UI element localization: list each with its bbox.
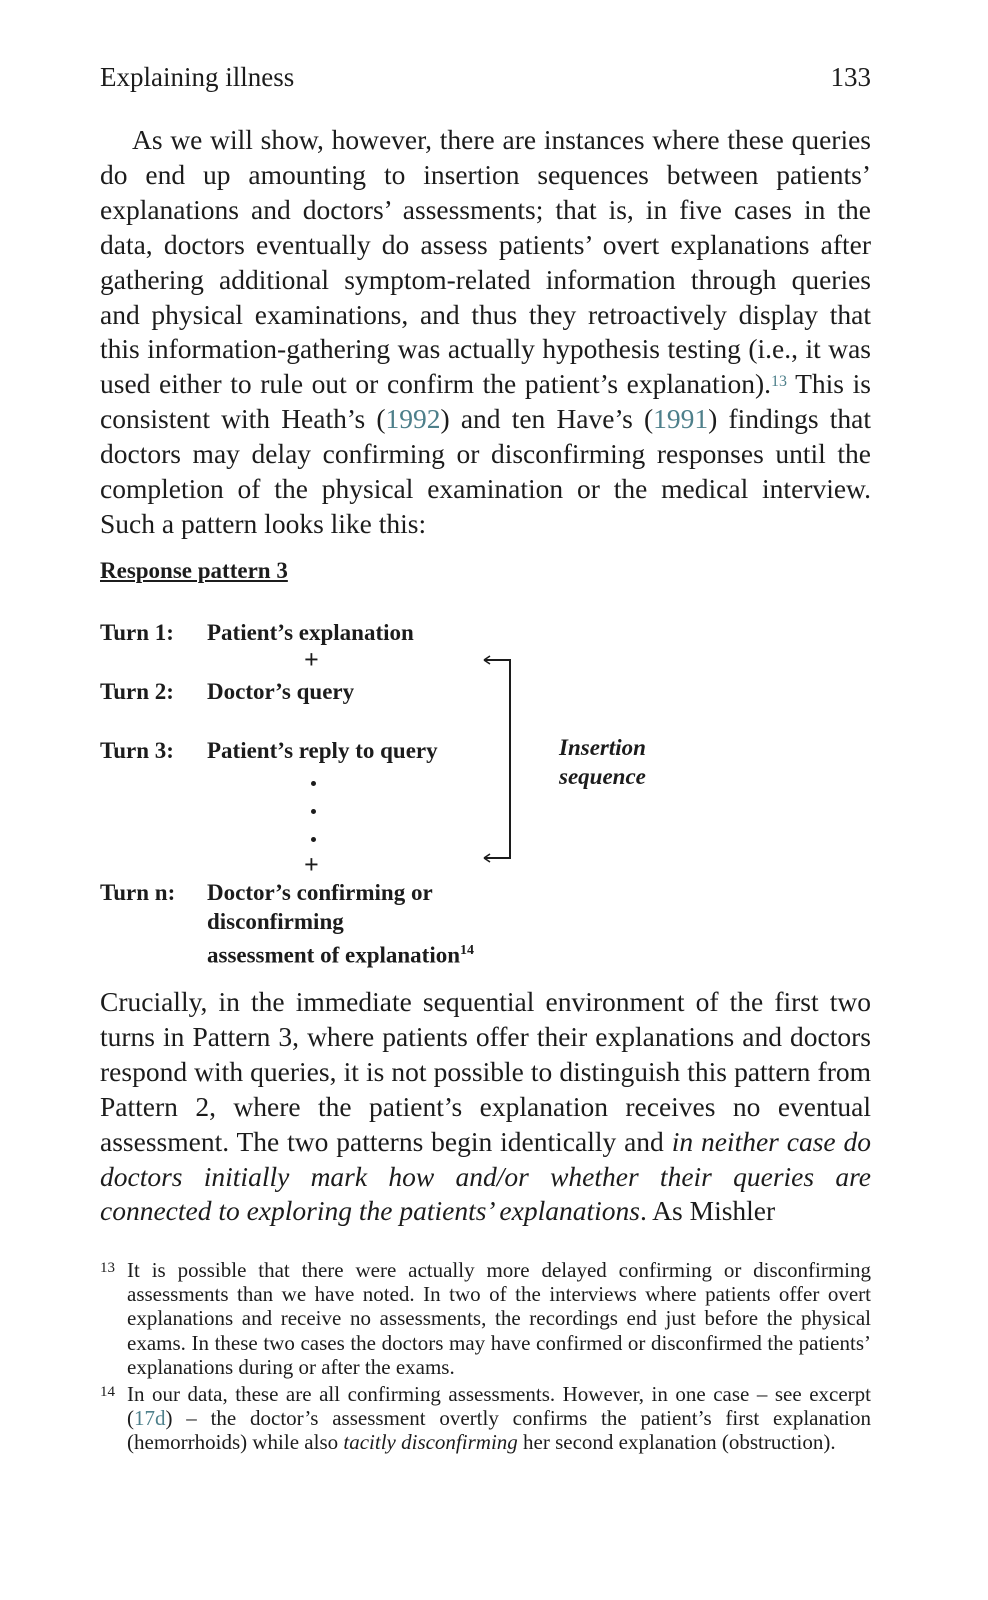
paragraph-1-text-c: ) and ten Have’s ( — [440, 403, 654, 435]
footnote-14-number: 14 — [100, 1384, 115, 1401]
footnote-13-number: 13 — [100, 1260, 115, 1276]
turn-3-text: Patient’s reply to query — [207, 738, 438, 763]
footnote-14-text-c: her second explanation (obstruction). — [517, 1430, 836, 1455]
running-header — [100, 62, 871, 96]
paragraph-1-text-b: This is consistent with Heath’s ( — [100, 368, 871, 435]
footnote-14-ref: 14 — [460, 943, 475, 958]
footnote-13-link[interactable]: 13 — [770, 373, 787, 391]
ellipsis-dot-1 — [311, 781, 316, 786]
footnote-13 — [100, 1258, 871, 1379]
turn-1-label: Turn 1: — [100, 620, 174, 645]
plus-symbol-2: + — [304, 850, 319, 879]
ellipsis-dot-3 — [311, 837, 316, 842]
citation-heath-1992[interactable]: 1992 — [385, 403, 441, 435]
paragraph-2 — [100, 985, 871, 1229]
turn-n-text — [207, 878, 474, 970]
insertion-label-line-1: Insertion — [559, 735, 646, 760]
turn-3-label: Turn 3: — [100, 738, 174, 763]
turn-n-line-3 — [207, 936, 474, 970]
paragraph-2-emphasis: in neither case do doctors initially mark how and/or whether their queries are connected to exploring the patients’ explanations — [100, 1125, 871, 1227]
paragraph-2-text-b: . As Mishler — [639, 1195, 776, 1227]
turn-n-line-3-text: assessment of explanation — [207, 942, 461, 968]
insertion-sequence-label — [559, 733, 646, 791]
turn-2-label: Turn 2: — [100, 679, 174, 704]
footnote-14-text-a: In our data, these are all confirming assessments. However, in one case – see excerpt ( — [127, 1382, 871, 1431]
footnote-14-text-b: ) – the doctor’s assessment overtly confirms the patient’s first explanation (hemorrhoids) while also — [127, 1406, 871, 1455]
footnote-13-text: It is possible that there were actually more delayed confirming or disconfirming assessments than we have noted. In two of the interviews where patients offer overt explanations and receive no assessments, the recordings end just before the physical exams. In these two cases the doctors may have confirmed or disconfirmed the patients’ explanations during or after the exams. — [127, 1258, 871, 1379]
turn-n-line-1: Doctor’s confirming or — [207, 880, 433, 905]
turn-n-line-2: disconfirming — [207, 909, 344, 934]
turn-2-text: Doctor’s query — [207, 679, 355, 704]
paragraph-1-text: As we will show, however, there are instances where these queries do end up amounting to insertion sequences between patients’ explanations and doctors’ assessments; that is, in five cases in the data, doctors eventually do assess patients’ overt explanations after gathering additional symptom-related information through queries and physical examinations, and thus they retroactively display that this information-gathering was actually hypothesis testing (i.e., it was used either to rule out or confirm the patient’s explanation). — [100, 124, 871, 400]
insertion-label-line-2: sequence — [559, 764, 646, 789]
running-title: Explaining illness — [100, 62, 295, 92]
paragraph-1-text-d: ) findings that doctors may delay confirming or disconfirming responses until the completion of the physical examination or the medical interview. Such a pattern looks like this: — [100, 403, 871, 539]
paragraph-1 — [100, 123, 871, 542]
turn-1-text: Patient’s explanation — [207, 620, 414, 645]
pattern-heading: Response pattern 3 — [100, 558, 288, 583]
footnotes — [100, 1258, 871, 1458]
excerpt-17d-link[interactable]: 17d — [134, 1406, 166, 1431]
page-number: 133 — [830, 62, 871, 92]
citation-tenhave-1991[interactable]: 1991 — [653, 403, 709, 435]
ellipsis-dot-2 — [311, 809, 316, 814]
insertion-bracket — [480, 654, 520, 864]
footnote-14 — [100, 1382, 871, 1455]
turn-n-label: Turn n: — [100, 880, 176, 905]
plus-symbol-1: + — [304, 645, 319, 674]
paragraph-2-text: Crucially, in the immediate sequential environment of the first two turns in Pattern 3, where patients offer their explanations and doctors respond with queries, it is not possible to distinguish this pattern from Pattern 2, where the patient’s explanation receives no eventual assessment. The two patterns begin identically and — [100, 986, 871, 1157]
footnote-14-emphasis: tacitly disconfirming — [343, 1430, 518, 1455]
